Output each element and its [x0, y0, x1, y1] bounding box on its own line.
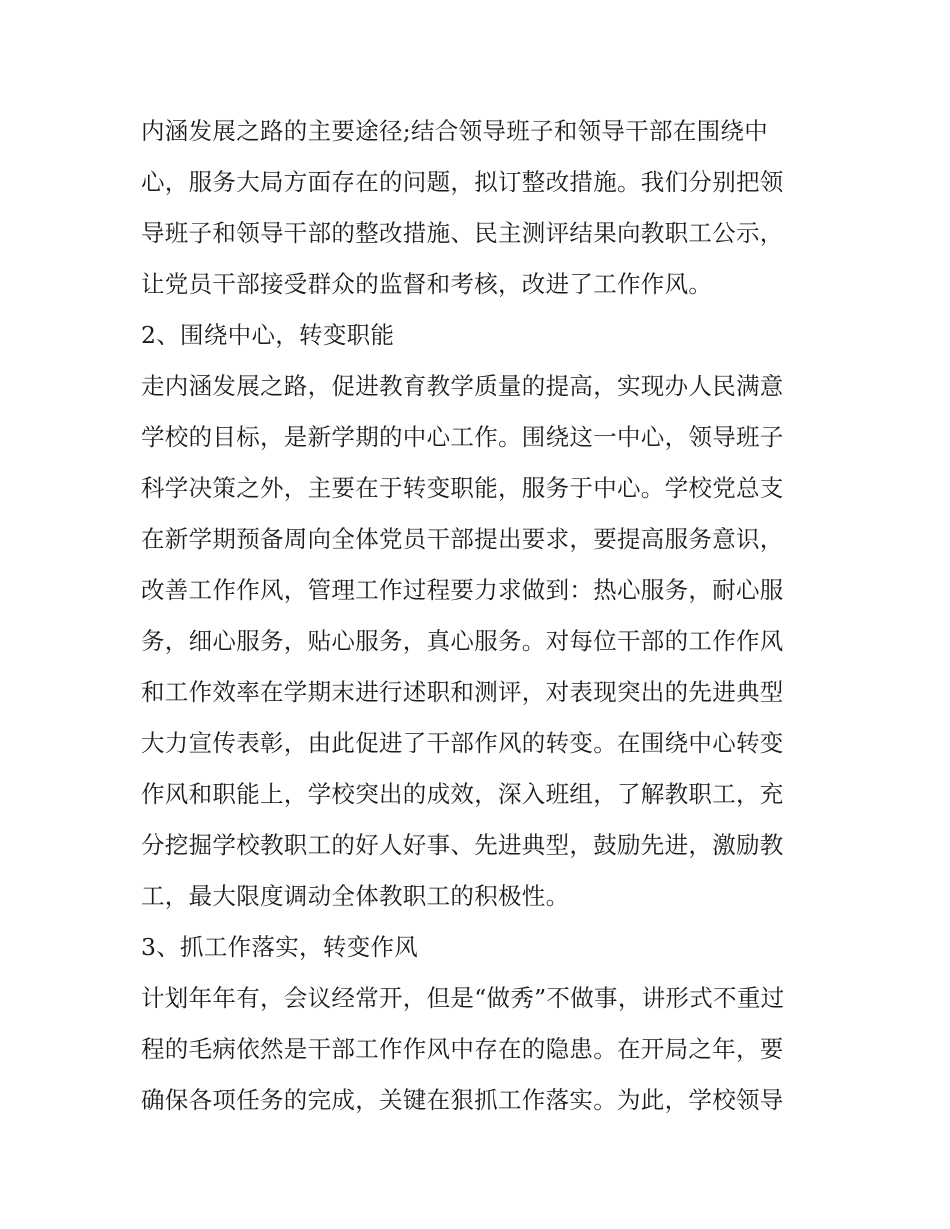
paragraph-line: 学校的目标，是新学期的中心工作。围绕这一中心，领导班子 — [141, 423, 784, 451]
paragraph-line: 心，服务大局方面存在的问题，拟订整改措施。我们分别把领 — [141, 168, 784, 196]
paragraph-line: 工，最大限度调动全体教职工的积极性。 — [141, 882, 570, 910]
paragraph-line: 科学决策之外，主要在于转变职能，服务于中心。学校党总支 — [141, 474, 784, 502]
paragraph-line: 内涵发展之路的主要途径;结合领导班子和领导干部在围绕中 — [141, 117, 769, 145]
paragraph-line: 走内涵发展之路，促进教育教学质量的提高，实现办人民满意 — [141, 372, 784, 400]
paragraph-line: 程的毛病依然是干部工作作风中存在的隐患。在开局之年，要 — [141, 1035, 784, 1063]
paragraph-line: 作风和职能上，学校突出的成效，深入班组，了解教职工，充 — [141, 780, 784, 808]
paragraph-line: 和工作效率在学期末进行述职和测评，对表现突出的先进典型 — [141, 678, 784, 706]
paragraph-line: 大力宣传表彰，由此促进了干部作风的转变。在围绕中心转变 — [141, 729, 784, 757]
paragraph-line: 在新学期预备周向全体党员干部提出要求，要提高服务意识， — [141, 525, 784, 553]
paragraph-line: 导班子和领导干部的整改措施、民主测评结果向教职工公示， — [141, 219, 784, 247]
paragraph-line: 计划年年有，会议经常开，但是“做秀”不做事，讲形式不重过 — [141, 984, 785, 1012]
paragraph-line: 确保各项任务的完成，关键在狠抓工作落实。为此，学校领导 — [141, 1086, 784, 1114]
document-body — [141, 106, 821, 1126]
paragraph-line: 分挖掘学校教职工的好人好事、先进典型，鼓励先进，激励教 — [141, 831, 784, 859]
paragraph-line: 让党员干部接受群众的监督和考核，改进了工作作风。 — [141, 270, 713, 298]
paragraph-line: 改善工作作风，管理工作过程要力求做到：热心服务，耐心服 — [141, 576, 784, 604]
section-heading: 2、围绕中心，转变职能 — [141, 321, 395, 349]
section-heading: 3、抓工作落实，转变作风 — [141, 933, 419, 961]
paragraph-line: 务，细心服务，贴心服务，真心服务。对每位干部的工作作风 — [141, 627, 784, 655]
